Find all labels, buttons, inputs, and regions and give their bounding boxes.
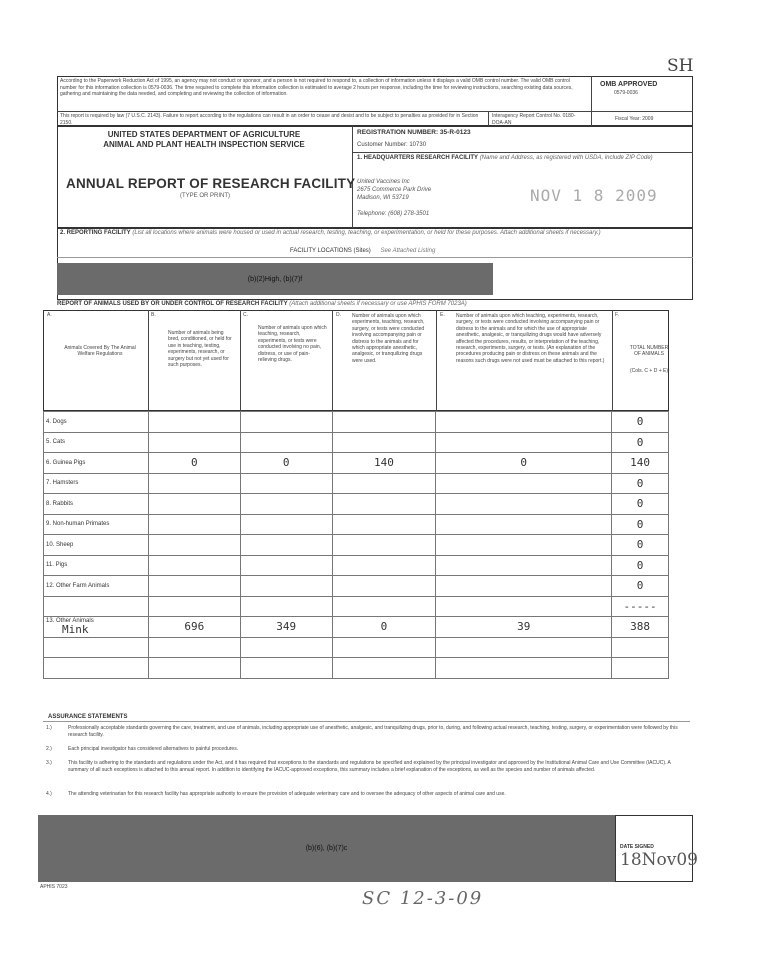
cell-col-b bbox=[148, 535, 240, 556]
row-label bbox=[44, 658, 149, 679]
cell-col-e bbox=[436, 412, 612, 433]
cell-col-d bbox=[332, 637, 436, 658]
animals-table bbox=[43, 411, 669, 679]
cell-col-e: 0 bbox=[436, 453, 612, 474]
table-row bbox=[44, 432, 669, 453]
hq-label: 1. HEADQUARTERS RESEARCH FACILITY bbox=[357, 155, 479, 161]
assurance-text: This facility is adhering to the standards and regulations under the Act, and it has required that exceptions to the standards and regulations be specified and explained by the principal investigator and approved by the Institutional Animal Care and Use Committee (IACUC). A summary of all such exceptions is attached to this annual report. In addition to identifying the IACUC-approved exceptions, this summary includes a brief explanation of the exceptions, as well as the species and number of animals affected. bbox=[68, 760, 671, 773]
row-label: 4. Dogs bbox=[44, 412, 149, 433]
row-label: 9. Non-human Primates bbox=[44, 514, 149, 535]
cell-col-d bbox=[332, 596, 436, 617]
date-signed-value: 18Nov09 bbox=[620, 850, 698, 870]
fiscal-year: Fiscal Year: 2009 bbox=[615, 116, 654, 122]
row-label: 12. Other Farm Animals bbox=[44, 576, 149, 597]
cell-col-b bbox=[148, 412, 240, 433]
row-label: 11. Pigs bbox=[44, 555, 149, 576]
hq-city: Madison, WI 53719 bbox=[357, 195, 409, 201]
received-stamp: NOV 1 8 2009 bbox=[530, 186, 658, 205]
cell-col-f: 0 bbox=[612, 473, 669, 494]
row-label: 10. Sheep bbox=[44, 535, 149, 556]
row-label bbox=[44, 596, 149, 617]
cell-col-c bbox=[240, 432, 332, 453]
cell-col-b bbox=[148, 576, 240, 597]
row-label: 8. Rabbits bbox=[44, 494, 149, 515]
cell-col-e: 39 bbox=[436, 617, 612, 638]
cell-col-c bbox=[240, 535, 332, 556]
cell-col-b: 0 bbox=[148, 453, 240, 474]
cell-col-d bbox=[332, 576, 436, 597]
report-header: REPORT OF ANIMALS USED BY OR UNDER CONTROL OF RESEARCH FACILITY bbox=[57, 301, 288, 307]
col-d-text: Number of animals upon which experiments, teaching, research, surgery, or tests were conducted involving accompanying pain or distress to the animals and for which appropriate anesthetic, analgesic, or tranquilizing drugs were used. bbox=[352, 313, 425, 364]
redaction-block-locations: (b)(2)High, (b)(7)f bbox=[57, 263, 493, 295]
paperwork-notice: According to the Paperwork Reduction Act of 1995, an agency may not conduct or sponsor, and a person is not required to respond to, a collection of information unless it displays a valid OMB control number. The valid OMB control number for this information collection is 0579-0036. The time required to complete this information collection is estimated to average 2 hours per response, including the time for reviewing instructions, searching existing data sources, gathering and maintaining the data needed, and completing and reviewing the collection of information. bbox=[60, 78, 573, 97]
cell-col-c bbox=[240, 658, 332, 679]
table-row bbox=[44, 453, 669, 474]
cell-col-e bbox=[436, 473, 612, 494]
cell-col-f: 0 bbox=[612, 555, 669, 576]
cell-col-f: 0 bbox=[612, 412, 669, 433]
table-row bbox=[44, 637, 669, 658]
col-f-text: TOTAL NUMBER OF ANIMALS bbox=[629, 345, 669, 358]
assurance-item bbox=[46, 725, 686, 738]
row-label: 13. Other Animals Mink bbox=[44, 617, 149, 638]
col-b-letter: B. bbox=[151, 312, 156, 318]
table-row bbox=[44, 658, 669, 679]
table-row bbox=[44, 473, 669, 494]
form-title: ANNUAL REPORT OF RESEARCH FACILITY bbox=[66, 176, 356, 191]
table-row bbox=[44, 617, 669, 638]
cell-col-d bbox=[332, 658, 436, 679]
cell-col-e bbox=[436, 494, 612, 515]
cell-col-c bbox=[240, 494, 332, 515]
table-row bbox=[44, 576, 669, 597]
assurance-text: Professionally acceptable standards governing the care, treatment, and use of animals, including appropriate use of anesthetic, analgesic, and tranquilizing drugs, prior to, during, and following actual research, teaching, testing, surgery, or experimentation were followed by this research facility. bbox=[68, 725, 678, 738]
cell-col-c bbox=[240, 555, 332, 576]
cell-col-b bbox=[148, 596, 240, 617]
cell-col-e bbox=[436, 596, 612, 617]
table-row bbox=[44, 596, 669, 617]
reporting-label: 2. REPORTING FACILITY bbox=[60, 230, 131, 236]
report-hint: (Attach additional sheets if necessary or use APHIS FORM 7023A) bbox=[289, 301, 467, 307]
agency-name: ANIMAL AND PLANT HEALTH INSPECTION SERVICE bbox=[103, 140, 305, 149]
facility-locations-note: See Attached Listing bbox=[380, 248, 436, 254]
col-c-letter: C. bbox=[243, 312, 248, 318]
cell-col-d bbox=[332, 555, 436, 576]
assurance-item bbox=[46, 791, 686, 798]
facility-locations-label: FACILITY LOCATIONS (Sites) bbox=[290, 248, 371, 254]
cell-col-c bbox=[240, 514, 332, 535]
registration-number: REGISTRATION NUMBER: 35-R-0123 bbox=[357, 129, 471, 136]
cell-col-d bbox=[332, 473, 436, 494]
cell-col-f: 0 bbox=[612, 535, 669, 556]
cell-col-c bbox=[240, 473, 332, 494]
cell-col-e bbox=[436, 514, 612, 535]
cell-col-b bbox=[148, 494, 240, 515]
cell-col-b bbox=[148, 432, 240, 453]
row-label bbox=[44, 637, 149, 658]
cell-col-f: 0 bbox=[612, 576, 669, 597]
row-label: 5. Cats bbox=[44, 432, 149, 453]
col-a-letter: A. bbox=[47, 312, 52, 318]
dept-name: UNITED STATES DEPARTMENT OF AGRICULTURE bbox=[107, 130, 301, 139]
cell-col-c bbox=[240, 576, 332, 597]
form-id: APHIS 7023 bbox=[40, 884, 68, 890]
hq-phone: Telephone: (608) 278-3501 bbox=[357, 211, 430, 217]
cell-col-c: 349 bbox=[240, 617, 332, 638]
interagency-control: Interagency Report Control No. 0180-DOA-AN bbox=[492, 113, 576, 126]
cell-col-f: 0 bbox=[612, 514, 669, 535]
corner-initials: SH bbox=[667, 56, 694, 76]
cell-col-e bbox=[436, 555, 612, 576]
col-e-letter: E. bbox=[440, 312, 445, 318]
cell-col-f bbox=[612, 658, 669, 679]
cell-col-d bbox=[332, 535, 436, 556]
cell-col-e bbox=[436, 658, 612, 679]
cell-col-e bbox=[436, 576, 612, 597]
omb-label: OMB APPROVED bbox=[600, 81, 658, 88]
cell-col-b bbox=[148, 514, 240, 535]
cell-col-e bbox=[436, 535, 612, 556]
cell-col-f: 0 bbox=[612, 494, 669, 515]
hq-street: 2675 Commerce Park Drive bbox=[357, 187, 432, 193]
col-d-letter: D. bbox=[336, 312, 341, 318]
col-f-formula: (Cols. C + D + E) bbox=[629, 368, 669, 374]
cell-col-f bbox=[612, 637, 669, 658]
col-e-text: Number of animals upon which teaching, experiments, research, surgery, or tests were conducted involving accompanying pain or distress to the animals and for which the use of appropriate anesthetic, analgesic, or tranquilizing drugs would have adversely affected the procedures, results, or interpretation of the teaching, research, experiments, surgery, or tests. (An explanation of the procedures producing pain or distress on these animals and the reasons such drugs were not used must be attached to this report.) bbox=[456, 313, 605, 364]
row-sublabel: Mink bbox=[62, 623, 89, 637]
cell-col-d bbox=[332, 412, 436, 433]
assurance-text: Each principal investigator has considered alternatives to painful procedures. bbox=[68, 746, 239, 752]
form-subtitle: (TYPE OR PRINT) bbox=[180, 193, 231, 199]
table-row bbox=[44, 535, 669, 556]
cell-col-d bbox=[332, 432, 436, 453]
cell-col-c bbox=[240, 637, 332, 658]
cell-col-c: 0 bbox=[240, 453, 332, 474]
assurance-number: 2.) bbox=[46, 746, 52, 752]
cell-col-f: 0 bbox=[612, 432, 669, 453]
assurance-item bbox=[46, 746, 686, 753]
assurance-title: ASSURANCE STATEMENTS bbox=[48, 714, 128, 720]
cell-col-d bbox=[332, 494, 436, 515]
table-row bbox=[44, 412, 669, 433]
cell-col-d: 0 bbox=[332, 617, 436, 638]
cell-col-b bbox=[148, 658, 240, 679]
col-f-letter: F. bbox=[615, 312, 619, 318]
cell-col-c bbox=[240, 412, 332, 433]
assurance-item bbox=[46, 760, 686, 773]
assurance-number: 1.) bbox=[46, 725, 52, 731]
table-row bbox=[44, 514, 669, 535]
cell-col-b bbox=[148, 473, 240, 494]
assurance-number: 3.) bbox=[46, 760, 52, 766]
hq-hint: (Name and Address, as registered with USDA, include ZIP Code) bbox=[479, 155, 653, 161]
col-b-text: Number of animals being bred, conditioned, or held for use in teaching, testing, experiments, research, or surgery but not yet used for such purposes. bbox=[168, 330, 232, 369]
cell-col-f: 388 bbox=[612, 617, 669, 638]
col-a-text: Animals Covered By The Animal Welfare Regulations bbox=[64, 345, 136, 358]
row-label: 7. Hamsters bbox=[44, 473, 149, 494]
cell-col-c bbox=[240, 596, 332, 617]
hq-name: United Vaccines Inc bbox=[357, 179, 410, 185]
table-row bbox=[44, 555, 669, 576]
table-row bbox=[44, 494, 669, 515]
cell-col-e bbox=[436, 637, 612, 658]
cell-col-d: 140 bbox=[332, 453, 436, 474]
cell-col-f: 140 bbox=[612, 453, 669, 474]
row-label: 6. Guinea Pigs bbox=[44, 453, 149, 474]
assurance-text: The attending veterinarian for this research facility has appropriate authority to ensure the provision of adequate veterinary care and to oversee the adequacy of other aspects of animal care and use. bbox=[68, 791, 506, 797]
omb-number: 0579-0036 bbox=[614, 90, 638, 96]
cell-col-b bbox=[148, 637, 240, 658]
bottom-handwritten-note: SC 12-3-09 bbox=[362, 888, 484, 909]
customer-number: Customer Number: 10730 bbox=[357, 142, 427, 148]
cell-col-f: ----- bbox=[612, 596, 669, 617]
redaction-block-signature: (b)(6), (b)(7)c bbox=[38, 815, 615, 882]
date-signed-label: DATE SIGNED bbox=[620, 844, 654, 850]
required-notice: This report is required by law (7 U.S.C. 2143). Failure to report according to the regulations can result in an order to cease and desist and to be subject to penalties as provided for in Section 2150. bbox=[60, 113, 479, 126]
cell-col-e bbox=[436, 432, 612, 453]
cell-col-b bbox=[148, 555, 240, 576]
reporting-hint: (List all locations where animals were housed or used in actual research, testing, teaching, or experimentation, or held for these purposes. Attach additional sheets if necessary.) bbox=[132, 230, 601, 236]
assurance-number: 4.) bbox=[46, 791, 52, 797]
col-c-text: Number of animals upon which teaching, research, experiments, or tests were conducted involving no pain, distress, or use of pain-relieving drugs. bbox=[258, 325, 327, 364]
cell-col-d bbox=[332, 514, 436, 535]
cell-col-b: 696 bbox=[148, 617, 240, 638]
